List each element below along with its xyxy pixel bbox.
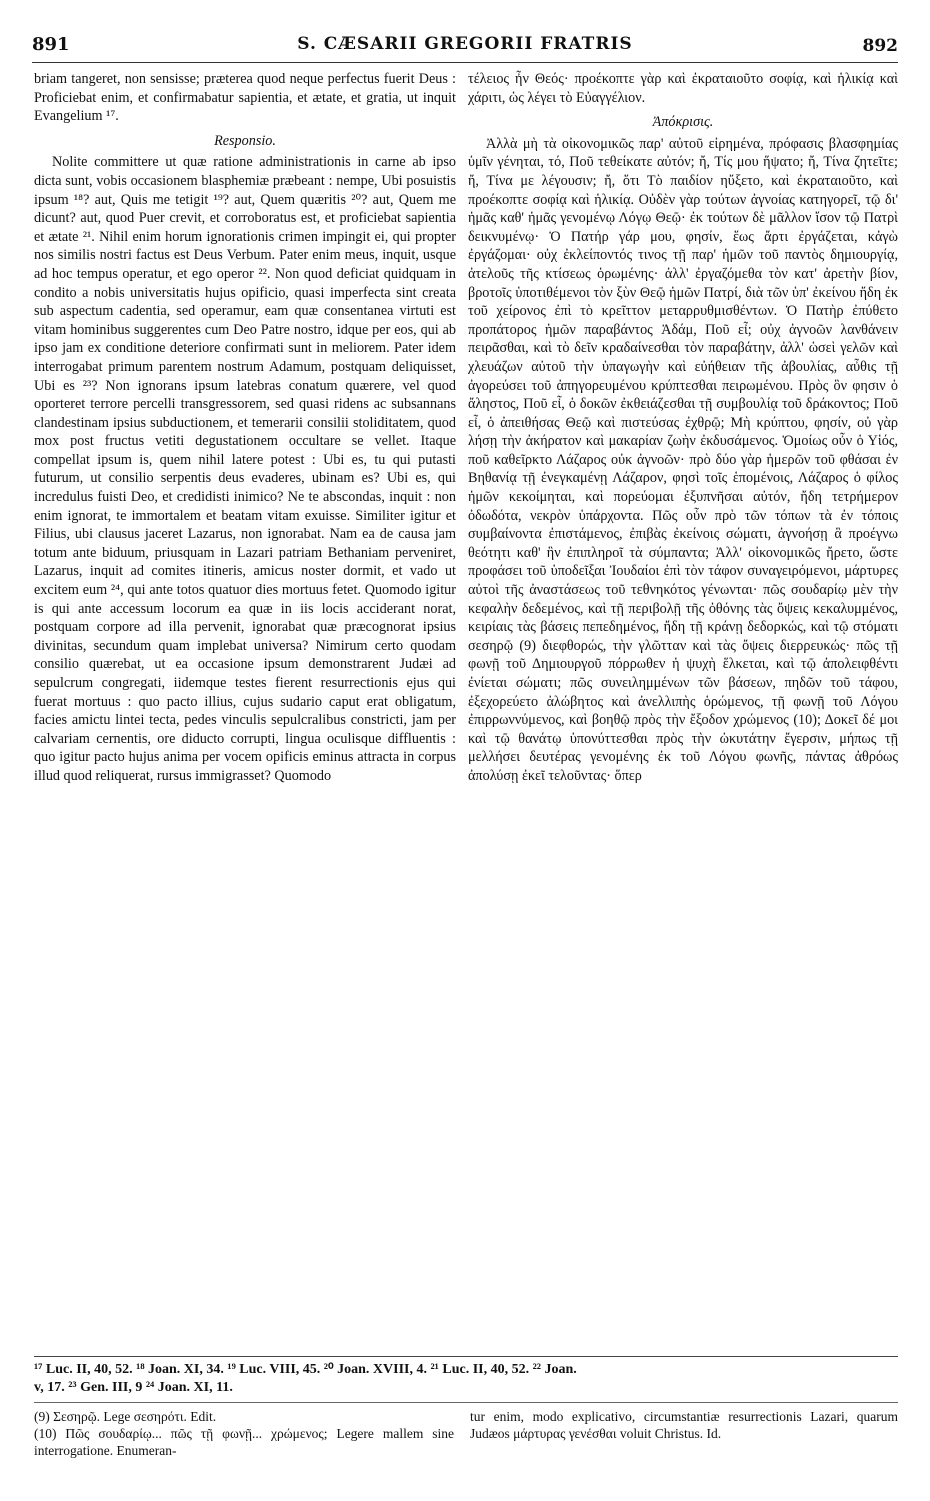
running-header (32, 34, 898, 63)
right-page-number: 892 (862, 36, 898, 56)
editor-notes (34, 1408, 454, 1459)
scripture-references (34, 1356, 898, 1397)
latin-intro-paragraph: briam tangeret, non sensisse; præterea quod neque perfectus fuerit Deus : Proficiebat enim, et confirmabatur sapientia, et ætate, et gratia, ut inquit Evangelium ¹⁷. (34, 71, 456, 125)
greek-column (468, 70, 898, 786)
references-line-1: ¹⁷ Luc. II, 40, 52. ¹⁸ Joan. XI, 34. ¹⁹ Luc. VIII, 45. ²⁰ Joan. XVIII, 4. ²¹ Luc. II, 40, 52. ²² Joan. (34, 1362, 577, 1377)
latin-column (34, 70, 456, 786)
references-line-2: v, 17. ²³ Gen. III, 9 ²⁴ Joan. XI, 11. (34, 1380, 233, 1395)
editor-notes-continuation (470, 1408, 898, 1442)
running-title: S. CÆSARII GREGORII FRATRIS (297, 34, 633, 54)
note-10-continuation: tur enim, modo explicativo, circumstantiæ resurrectionis Lazari, quarum Judæos μάρτυρας γενέσθαι voluit Christus. Id. (470, 1409, 898, 1441)
left-page-number: 891 (32, 34, 70, 55)
latin-response-paragraph: Nolite committere ut quæ ratione administrationis in carne ab ipso dicta sunt, vobis occasionem blasphemiæ præbeant : nempe, Ubi posuistis ipsum ¹⁸? aut, Quis me tetigit ¹⁹? aut, Quem quæritis ²⁰? aut, Quem me dicunt? aut, quod Puer crevit, et corroboratus est, et proficiebat sapientia et ætate ²¹. Nihil enim horum ignorationis crimen impingit ei, qui propter nos similis nostri factus est Deus Verbum. Pater enim meus, inquit, usque ad hoc tempus operatur, et ego operor ²². Non quod deficiat quidquam in condito a nobis universitatis hujus opificio, quasi imperfecta sint creata sub aspectum cadentia, sed operamur, eam quæ consentanea virtuti est vitam hominibus suggerentes cum Deo Patre nostro, idque per eos, qui ab ipso jam ex conditione deteriore confirmati sunt in meliorem. Pater idem interrogabat primum parentem nostrum Adamum, postquam deliquisset, Ubi es ²³? Non ignorans ipsum latebras conatum quærere, vel quod oporteret terrore percelli transgressorem, sed quasi ridens ac subsannans clandestinam ipsius subductionem, et temerarii consilii stoliditatem, quod mox post fructus vetiti degustationem occultare se vellet. Itaque compellat ipsum is, quem nihil latere potest : Ubi es, tu qui putasti futurum, ut consilio serpentis deus evaderes, ubinam es? Ubi es, qui incredulus fuisti Deo, et credidisti inimico? Ne te abscondas, inquit : non enim ignorat, te immortalem et beatam vitam exuisse. Similiter igitur et Filius, ubi clausus jaceret Lazarus, non ignorabat. Nam ea de causa jam totum ante biduum, priusquam in Lazari patriam Bethaniam perveniret, Lazarus, inquit ad comites itineris, amicus noster dormit, et vado ut excitem eum ²⁴, qui ante totos quatuor dies mortuus fetet. Quomodo igitur is qui ante accessum locorum ea quæ in iis locis acciderant norat, postquam corpore ad illa pervenit, ignorabat quæ præcognorat ipsius divinitas, secundum quam implebat universa? Nimirum certo quodam consilio quærebat, ut ea occasione ipsum demonstrarent Judæi ad sepulcrum congregati, iidemque testes fierent resurrectionis ejus qui fuerat mortuus : quo pacto illius, cujus sudario caput erat obligatum, facies amictu lintei tecta, pedes vinculis sepulcralibus constricti, jam per calvariam cernentis, ore diducto corrupti, lingua oculisque diffluentis : quo igitur pacto hujus anima per vocem opificis eminus attracta in corpus illud quod reliquerat, rursus immigrasset? Quomodo (34, 154, 456, 784)
greek-response-heading: Ἀπόκρισις. (652, 114, 714, 131)
note-10: (10) Πῶς σουδαρίῳ... πῶς τῇ φωνῇ... χρώμενος; Legere mallem sine interrogatione. Enumeran- (34, 1426, 454, 1458)
greek-intro-paragraph: τέλειος ἦν Θεός· προέκοπτε γὰρ καὶ ἐκραταιοῦτο σοφίᾳ, καὶ ἡλικίᾳ καὶ χάριτι, ὡς λέγει τὸ Εὐαγγέλιον. (468, 71, 898, 106)
notes-divider (34, 1402, 898, 1403)
greek-response-paragraph: Ἀλλὰ μὴ τὰ οἰκονομικῶς παρ' αὐτοῦ εἰρημένα, πρόφασις βλασφημίας ὑμῖν γένηται, τό, Ποῦ τεθείκατε αὐτόν; ἤ, Τίς μου ἥψατο; ἤ, Τίνα ζητεῖτε; ἤ, Τίνα με λέγουσιν; ἤ, ὅτι Τὸ παιδίον ηὔξετο, καὶ ἐκραταιοῦτο, καὶ προέκοπτε σοφίᾳ καὶ ἡλικίᾳ. Οὐδὲν γὰρ τούτων ἀγνοίας κατηγορεῖ, τῷ δι' ἡμᾶς καθ' ἡμᾶς γενομένῳ Λόγῳ Θεῷ· ἐκ τούτων δὲ μᾶλλον ἴσον τῷ Πατρὶ δεικνυμένῳ· Ὁ Πατήρ γάρ μου, φησίν, ἕως ἄρτι ἐργάζεται, κἀγὼ ἐργάζομαι· οὐχ ἐκλείποντός τινος τῇ παρ' ἡμῶν τοῦ παντὸς δημιουργίᾳ, ἀτελοῦς τῆς κτίσεως ὁρωμένης· ἀλλ' ἐργαζόμεθα τὸν κατ' ἀρετὴν βίον, βροτοῖς ὑποτιθέμενοι τὸν ξὺν Θεῷ ἡμῶν Πατρί, διὰ τῶν ὑπ' ἐκείνου ἤδη ἐκ τοῦ χείρονος ἐπὶ τὸ κρεῖττον μεταρρυθμισθέντων. Ὁ Πατὴρ ἐπύθετο προπάτορος ἡμῶν παραβάντος Ἀδάμ, Ποῦ εἶ; οὐχ ἀγνοῶν λανθάνειν πειρᾶσθαι, καὶ τὸ δεῖν κραδαίνεσθαι τὸν παραβάτην, ἀλλ' ὡσεὶ γελῶν καὶ χλευάζων αὐτοῦ τὴν ὑπαγωγὴν καὶ εὐήθειαν τῆς ἀβουλίας, αὖθις τῇ ἀγορεύσει τοῦ ἀπηγορευμένου κρύπτεσθαι πειρωμένου. Πρὸς ὃν φησιν ὁ ἄληστος, Ποῦ εἶ, ὁ δοκῶν ἐκθειάζεσθαι τῇ συμβουλίᾳ τοῦ δράκοντος; Ποῦ εἶ, ὁ ἀπειθήσας Θεῷ καὶ πιστεύσας ἐχθρῷ; Μὴ κρύπτου, φησίν, οὐ γὰρ λήσῃ τὴν ἀκήρατον καὶ μακαρίαν ζωὴν ἐκδυσάμενος. Ὁμοίως οὖν ὁ Υἱός, ποῦ καθεῖρκτο Λάζαρος οὐκ ἀγνοῶν· πρὸ δύο γὰρ ἡμερῶν τοῦ φθάσαι ἐν Βηθανίᾳ τῇ ἐνεγκαμένῃ Λάζαρον, φησὶ τοῖς ἑπομένοις, Λάζαρος ὁ φίλος ἡμῶν κεκοίμηται, καὶ πορεύομαι ἐξυπνῆσαι αὐτόν, ἤδη τετρήμερον ὀδωδότα, νεκρὸν ὑπάρχοντα. Πῶς οὖν πρὸ τῶν τόπων τὰ ἐν τόποις συμβαίνοντα ἐπιστάμενος, ἐπιβὰς ἐκείνοις σώματι, ἀγνοήσῃ ἃ προέγνω θεότητι καθ' ἣν ἐπιπληροῖ τὰ σύμπαντα; Ἀλλ' οἰκονομικῶς ἤρετο, ὥστε προφάσει τοῦ ὑποδεῖξαι Ἰουδαίοι ἐπὶ τὸν τάφον συναγειρόμενοι, μάρτυρες αὐτοὶ τῆς ἀναστάσεως τοῦ τεθνηκότος γένωνται· πῶς σουδαρίῳ μὲν τὴν κεφαλὴν δεδεμένος, καὶ τῇ περιβολῇ τῆς ὀθόνης τὰς ὄψεις κεκαλυμμένος, κειρίαις τὰς βάσεις πεπεδημένος, ἤδη τῇ κράνῃ δεδορκώς, καὶ τῷ στόματι σεσηρῷ (9) διεφθορώς, τὴν γλῶτταν καὶ τὰς ὄψεις διερρευκώς· πῶς τῇ φωνῇ τοῦ Δημιουργοῦ πόρρωθεν ἡ ψυχὴ ἕλκεται, καὶ τῷ ἀπολειφθέντι ἐνίεται σώματι; πῶς συνειλημμένων τῶν βάσεων, πηδῶν τοῦ τάφου, ἐξεχορεύετο ἀλώβητος καὶ ἀνελλιπὴς ὁρώμενος, τῇ φωνῇ τοῦ Λόγου ἐπιρρωννύμενος, καὶ βοηθῷ πρὸς τὴν ἔξοδον χρώμενος (10); Δοκεῖ δέ μοι καὶ τῷ θανάτῳ ὑπονύττεσθαι πρὸς τὴν ὠκυτάτην ἔγερσιν, μήπως τῇ μελλήσει δευτέρας γενομένης ἐκ τοῦ Λόγου φωνῆς, πάντας ἀθρόως ἀπολύσῃ ἐκεῖ τελοῦντας· ὅπερ (468, 135, 898, 784)
latin-response-heading: Responsio. (214, 132, 276, 149)
note-9: (9) Σεσηρῷ. Lege σεσηρότι. Edit. (34, 1409, 217, 1424)
